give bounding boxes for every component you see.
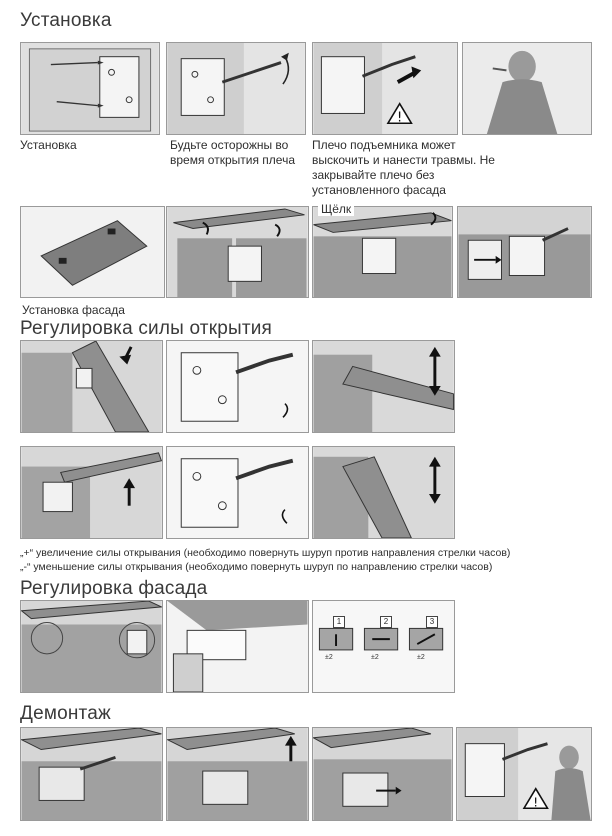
panel-force-5 <box>166 446 309 539</box>
decrease-symbol: „-“ <box>20 561 31 573</box>
careful-illustration <box>167 43 305 134</box>
svg-text:!: ! <box>533 794 539 810</box>
caption-install: Установка <box>20 138 77 152</box>
facade-board-illustration <box>21 207 164 297</box>
panel-dismantle-2 <box>166 727 309 821</box>
click-label: Щёлк <box>318 202 354 216</box>
note-decrease <box>20 561 492 573</box>
section-title-facade: Регулировка фасада <box>20 578 208 599</box>
adjust-step-1: 1 <box>333 616 345 628</box>
panel-facade-adjust-1 <box>20 600 163 693</box>
panel-force-1 <box>20 340 163 433</box>
facade-step2-illustration <box>167 207 308 297</box>
panel-warning <box>312 42 458 135</box>
section-title-force: Регулировка силы открытия <box>20 318 273 339</box>
increase-text: увеличение силы открывания (необходимо повернуть шуруп против направления стрелки часов) <box>36 547 511 559</box>
decrease-text: уменьшение силы открывания (необходимо повернуть шуруп по направлению стрелки часов) <box>33 561 493 573</box>
section-title-dismantle: Демонтаж <box>20 703 111 724</box>
panel-force-6 <box>312 446 455 539</box>
section-title-install: Установка <box>20 10 112 31</box>
panel-person <box>462 42 592 135</box>
adjust-step-3: 3 <box>426 616 438 628</box>
panel-force-2 <box>166 340 309 433</box>
caption-facade-mount: Установка фасада <box>22 303 125 317</box>
panel-dismantle-3 <box>312 727 453 821</box>
panel-install <box>20 42 160 135</box>
panel-facade-step2 <box>166 206 309 298</box>
panel-careful <box>166 42 306 135</box>
adjust-step-2: 2 <box>380 616 392 628</box>
warning-illustration <box>313 43 457 134</box>
force-balance-open-illustration <box>313 341 454 432</box>
caption-careful: Будьте осторожны во время открытия плеча <box>170 138 295 167</box>
install-illustration <box>21 43 159 134</box>
facade-click-illustration <box>313 207 452 297</box>
person-icon <box>463 43 591 134</box>
tolerance-3: ±2 <box>417 654 425 661</box>
caption-warning: Плечо подъемника может выскочить и нанести травмы. Не закрывайте плечо без установленного фасада <box>312 138 495 197</box>
panel-facade-done <box>457 206 592 298</box>
tolerance-2: ±2 <box>371 654 379 661</box>
force-decrease-flap-illustration <box>21 447 162 538</box>
panel-facade-mount <box>20 206 165 298</box>
note-increase <box>20 547 510 559</box>
force-increase-flap-illustration <box>21 341 162 432</box>
panel-facade-click <box>312 206 453 298</box>
panel-facade-adjust-3 <box>312 600 455 693</box>
svg-text:!: ! <box>396 109 403 126</box>
panel-force-4 <box>20 446 163 539</box>
dismantle-warning-illustration <box>457 728 591 820</box>
increase-symbol: „+“ <box>20 547 34 559</box>
panel-force-3 <box>312 340 455 433</box>
panel-facade-adjust-2 <box>166 600 309 693</box>
facade-adjust-steps-illustration <box>313 601 454 692</box>
dismantle-step2-illustration <box>167 728 308 820</box>
facade-adjust-screws-illustration <box>167 601 308 692</box>
dismantle-step3-illustration <box>313 728 452 820</box>
tolerance-1: ±2 <box>325 654 333 661</box>
dismantle-step1-illustration <box>21 728 162 820</box>
force-increase-mechanism-illustration <box>167 341 308 432</box>
panel-dismantle-4 <box>456 727 592 821</box>
force-decrease-mechanism-illustration <box>167 447 308 538</box>
facade-done-illustration <box>458 207 591 297</box>
panel-dismantle-1 <box>20 727 163 821</box>
force-balance-closed-illustration <box>313 447 454 538</box>
facade-adjust-overview-illustration <box>21 601 162 692</box>
